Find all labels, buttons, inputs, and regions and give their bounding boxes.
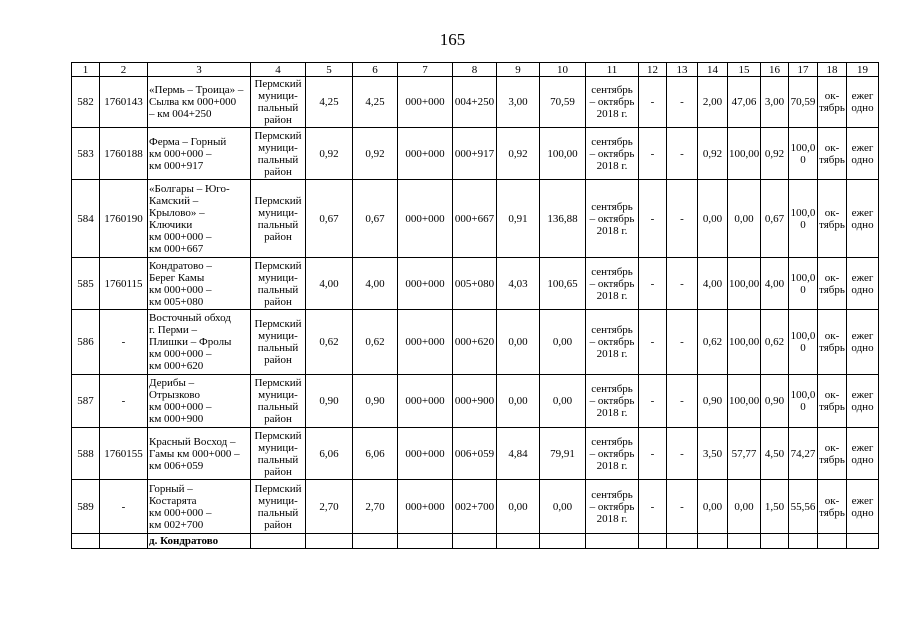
table-cell: 000+917 [453, 128, 497, 180]
table-cell: Красный Восход – Гамы км 000+000 – км 006+059 [148, 428, 251, 480]
table-cell: 4,84 [497, 428, 540, 480]
table-cell: ежег одно [847, 128, 879, 180]
table-cell: 100,00 [728, 128, 761, 180]
table-cell: ежег одно [847, 77, 879, 128]
table-cell: 6,06 [353, 428, 398, 480]
table-cell: 1760143 [100, 77, 148, 128]
table-cell: ежег одно [847, 375, 879, 428]
table-cell: 0,00 [728, 180, 761, 258]
column-header: 7 [398, 63, 453, 77]
table-cell: 3,50 [698, 428, 728, 480]
table-cell: 100,00 [728, 310, 761, 375]
table-cell: 0,92 [497, 128, 540, 180]
table-cell: 000+000 [398, 480, 453, 534]
table-cell: 582 [72, 77, 100, 128]
table-row [72, 128, 879, 180]
column-header: 5 [306, 63, 353, 77]
table-cell: - [667, 375, 698, 428]
table-cell: 100,0 0 [789, 128, 818, 180]
table-cell: - [639, 428, 667, 480]
table-cell: 000+620 [453, 310, 497, 375]
table-cell: - [100, 375, 148, 428]
table-cell: 000+000 [398, 310, 453, 375]
table-cell: Ферма – Горный км 000+000 – км 000+917 [148, 128, 251, 180]
table-cell: - [667, 77, 698, 128]
table-cell: ок- тябрь [818, 258, 847, 310]
table-cell: 0,00 [497, 310, 540, 375]
table-cell: 4,00 [698, 258, 728, 310]
table-cell: 006+059 [453, 428, 497, 480]
table-cell: 0,90 [761, 375, 789, 428]
column-header: 18 [818, 63, 847, 77]
section-label: д. Кондратово [148, 534, 251, 549]
table-cell: 3,00 [497, 77, 540, 128]
table-cell: «Пермь – Троица» – Сылва км 000+000 – км 004+250 [148, 77, 251, 128]
table-cell: 3,00 [761, 77, 789, 128]
roads-table [71, 62, 879, 549]
table-cell: 0,00 [728, 480, 761, 534]
table-cell: Пермский муници- пальный район [251, 180, 306, 258]
table-cell: 1,50 [761, 480, 789, 534]
table-cell: 0,62 [306, 310, 353, 375]
table-cell: ок- тябрь [818, 428, 847, 480]
table-cell: - [667, 428, 698, 480]
table-cell: сентябрь – октябрь 2018 г. [586, 180, 639, 258]
table-cell: 0,00 [698, 480, 728, 534]
table-cell: 70,59 [540, 77, 586, 128]
table-cell: 47,06 [728, 77, 761, 128]
table-cell: Кондратово – Берег Камы км 000+000 – км 005+080 [148, 258, 251, 310]
column-header: 3 [148, 63, 251, 77]
table-cell: 4,25 [353, 77, 398, 128]
table-cell: 000+000 [398, 375, 453, 428]
table-cell: Пермский муници- пальный район [251, 77, 306, 128]
table-cell: 74,27 [789, 428, 818, 480]
table-cell: 583 [72, 128, 100, 180]
column-header: 2 [100, 63, 148, 77]
table-cell: ок- тябрь [818, 180, 847, 258]
table-cell: 002+700 [453, 480, 497, 534]
table-cell: 586 [72, 310, 100, 375]
table-cell: сентябрь – октябрь 2018 г. [586, 310, 639, 375]
table-cell: 005+080 [453, 258, 497, 310]
table-cell: - [639, 480, 667, 534]
table-cell: 4,25 [306, 77, 353, 128]
table-row [72, 180, 879, 258]
table-cell: 70,59 [789, 77, 818, 128]
table-cell: 000+900 [453, 375, 497, 428]
table-cell: 0,90 [698, 375, 728, 428]
table-cell: 0,91 [497, 180, 540, 258]
table-cell: 4,00 [761, 258, 789, 310]
table-cell: 100,0 0 [789, 258, 818, 310]
table-cell: - [639, 180, 667, 258]
table-cell: 4,50 [761, 428, 789, 480]
table-cell: ежег одно [847, 258, 879, 310]
table-cell: 100,0 0 [789, 375, 818, 428]
table-cell: 000+000 [398, 128, 453, 180]
table-cell: 000+000 [398, 77, 453, 128]
column-header: 12 [639, 63, 667, 77]
table-row [72, 428, 879, 480]
table-cell: 588 [72, 428, 100, 480]
table-cell: Пермский муници- пальный район [251, 310, 306, 375]
table-row [72, 480, 879, 534]
table-cell: ок- тябрь [818, 128, 847, 180]
section-row [72, 534, 879, 549]
table-cell: ок- тябрь [818, 77, 847, 128]
table-cell: 1760190 [100, 180, 148, 258]
column-header: 11 [586, 63, 639, 77]
table-cell: 1760115 [100, 258, 148, 310]
table-cell: - [639, 310, 667, 375]
table-cell: 587 [72, 375, 100, 428]
table-row [72, 310, 879, 375]
table-cell: «Болгары – Юго- Камский – Крылово» – Ключики км 000+000 – км 000+667 [148, 180, 251, 258]
table-cell: 585 [72, 258, 100, 310]
table-cell: 000+000 [398, 428, 453, 480]
table-row [72, 77, 879, 128]
table-cell: - [100, 310, 148, 375]
table-cell: 100,0 0 [789, 310, 818, 375]
table-cell: сентябрь – октябрь 2018 г. [586, 258, 639, 310]
table-cell: 000+667 [453, 180, 497, 258]
table-cell: - [667, 128, 698, 180]
table-cell: Пермский муници- пальный район [251, 128, 306, 180]
table-cell: 004+250 [453, 77, 497, 128]
table-cell: 136,88 [540, 180, 586, 258]
table-cell: 0,00 [540, 375, 586, 428]
table-cell: ежег одно [847, 428, 879, 480]
table-cell: 2,70 [306, 480, 353, 534]
table-cell: 0,67 [306, 180, 353, 258]
table-cell: сентябрь – октябрь 2018 г. [586, 428, 639, 480]
table-cell: 0,62 [761, 310, 789, 375]
column-header: 15 [728, 63, 761, 77]
table-cell: - [667, 480, 698, 534]
header-row [72, 63, 879, 77]
table-cell: ежег одно [847, 480, 879, 534]
table-cell: 1760188 [100, 128, 148, 180]
table-cell: - [667, 310, 698, 375]
table-cell: Пермский муници- пальный район [251, 258, 306, 310]
table-cell: 0,90 [306, 375, 353, 428]
table-row [72, 375, 879, 428]
table-cell: 0,90 [353, 375, 398, 428]
column-header: 10 [540, 63, 586, 77]
column-header: 16 [761, 63, 789, 77]
table-cell: - [639, 77, 667, 128]
column-header: 17 [789, 63, 818, 77]
table-cell: - [639, 375, 667, 428]
table-cell: - [667, 180, 698, 258]
table-cell: 0,67 [761, 180, 789, 258]
table-cell: 000+000 [398, 180, 453, 258]
table-cell: 2,70 [353, 480, 398, 534]
table-cell: 0,92 [761, 128, 789, 180]
table-cell: 0,00 [540, 480, 586, 534]
table-cell: сентябрь – октябрь 2018 г. [586, 128, 639, 180]
table-cell: 4,00 [353, 258, 398, 310]
table-cell: сентябрь – октябрь 2018 г. [586, 77, 639, 128]
table-cell: 000+000 [398, 258, 453, 310]
table-cell: Пермский муници- пальный район [251, 428, 306, 480]
table-cell: 0,00 [497, 375, 540, 428]
table-cell: 1760155 [100, 428, 148, 480]
table-cell: 0,67 [353, 180, 398, 258]
table-cell: 4,03 [497, 258, 540, 310]
table-cell: 0,00 [698, 180, 728, 258]
table-cell: 55,56 [789, 480, 818, 534]
table-cell: 2,00 [698, 77, 728, 128]
table-cell: - [639, 258, 667, 310]
column-header: 6 [353, 63, 398, 77]
table-cell: - [639, 128, 667, 180]
table-cell: 0,62 [353, 310, 398, 375]
table-cell: 4,00 [306, 258, 353, 310]
table-cell: 0,00 [497, 480, 540, 534]
table-cell: ежег одно [847, 180, 879, 258]
page-number: 165 [439, 30, 466, 49]
table-cell: Дерибы – Отрызково км 000+000 – км 000+900 [148, 375, 251, 428]
column-header: 8 [453, 63, 497, 77]
table-cell: ок- тябрь [818, 480, 847, 534]
table-cell: 589 [72, 480, 100, 534]
table-cell: 0,92 [306, 128, 353, 180]
table-cell: 100,00 [540, 128, 586, 180]
table-cell: 100,00 [728, 258, 761, 310]
table-cell: 6,06 [306, 428, 353, 480]
table-cell: 0,92 [353, 128, 398, 180]
table-cell: 79,91 [540, 428, 586, 480]
table-cell: Пермский муници- пальный район [251, 375, 306, 428]
column-header: 13 [667, 63, 698, 77]
column-header: 4 [251, 63, 306, 77]
table-cell: 100,0 0 [789, 180, 818, 258]
column-header: 14 [698, 63, 728, 77]
table-cell: ок- тябрь [818, 310, 847, 375]
table-cell: 100,00 [728, 375, 761, 428]
table-cell: - [100, 480, 148, 534]
table-cell: ок- тябрь [818, 375, 847, 428]
table-cell: ежег одно [847, 310, 879, 375]
table-cell: Пермский муници- пальный район [251, 480, 306, 534]
table-cell: 0,62 [698, 310, 728, 375]
table-cell: сентябрь – октябрь 2018 г. [586, 375, 639, 428]
column-header: 1 [72, 63, 100, 77]
table-cell: сентябрь – октябрь 2018 г. [586, 480, 639, 534]
table-cell: 57,77 [728, 428, 761, 480]
column-header: 9 [497, 63, 540, 77]
table-row [72, 258, 879, 310]
table-cell: 0,92 [698, 128, 728, 180]
table-cell: Восточный обход г. Перми – Плишки – Фролы км 000+000 – км 000+620 [148, 310, 251, 375]
table-cell: Горный – Костарятa км 000+000 – км 002+700 [148, 480, 251, 534]
table-cell: - [667, 258, 698, 310]
column-header: 19 [847, 63, 879, 77]
table-cell: 100,65 [540, 258, 586, 310]
table-cell: 584 [72, 180, 100, 258]
table-cell: 0,00 [540, 310, 586, 375]
